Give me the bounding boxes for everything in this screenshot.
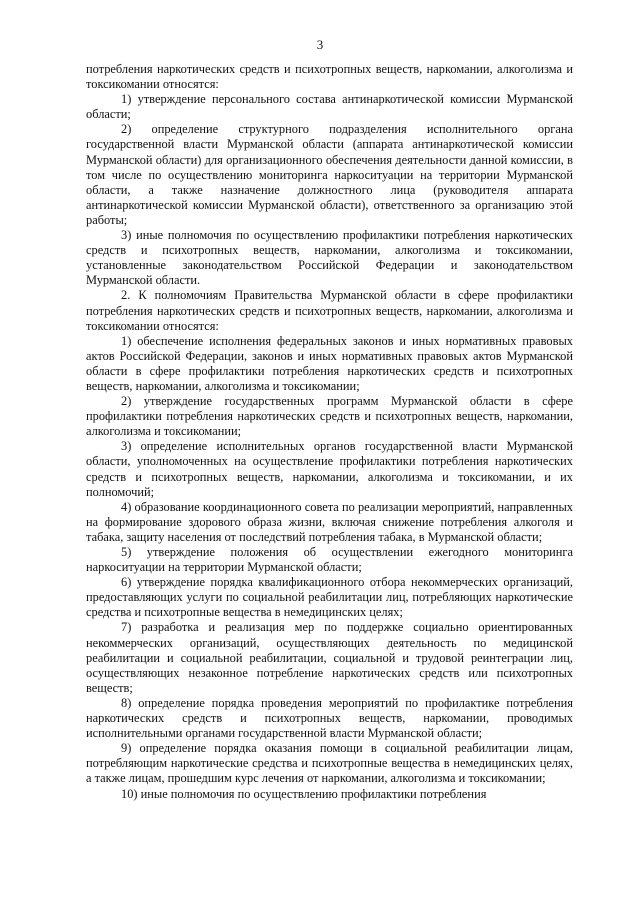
- paragraph: 2) утверждение государственных программ Мурманской области в сфере профилактики потребления наркотических средств и психотропных веществ, наркомании, алкоголизма и токсикомании;: [86, 394, 573, 439]
- paragraph: 10) иные полномочия по осуществлению профилактики потребления: [121, 786, 487, 801]
- paragraph: 7) разработка и реализация мер по поддержке социально ориентированных некоммерческих организаций, осуществляющих деятельность по медицинской реабилитации и социальной реабилитации, социальной и трудовой реинтеграции лиц, осуществляющих незаконное потребление наркотических средств или психотропных веществ;: [86, 620, 573, 695]
- paragraph: 6) утверждение порядка квалификационного отбора некоммерческих организаций, предоставляющих услуги по социальной реабилитации лиц, потребляющих наркотические средства и психотропные вещества в немедицинских целях;: [86, 575, 573, 620]
- paragraph: 5) утверждение положения об осуществлении ежегодного мониторинга наркоситуации на территории Мурманской области;: [86, 545, 573, 575]
- paragraph: 4) образование координационного совета по реализации мероприятий, направленных на формирование здорового образа жизни, включая снижение потребления алкоголя и табака, защиту населения от последствий потребления табака, в Мурманской области;: [86, 499, 573, 544]
- paragraph: 9) определение порядка оказания помощи в социальной реабилитации лицам, потребляющим наркотические средства и психотропные вещества в немедицинских целях, а также лицам, прошедшим курс лечения от наркомании, алкоголизма и токсикомании;: [86, 741, 573, 786]
- document-body: [86, 62, 573, 802]
- paragraph: 1) утверждение персонального состава антинаркотической комиссии Мурманской области;: [86, 92, 573, 122]
- paragraph: 2. К полномочиям Правительства Мурманской области в сфере профилактики потребления наркотических средств и психотропных веществ, наркомании, алкоголизма и токсикомании относятся:: [86, 288, 573, 333]
- paragraph: 1) обеспечение исполнения федеральных законов и иных нормативных правовых актов Российской Федерации, законов и иных нормативных правовых актов Мурманской области в сфере профилактики потребления наркотических средств и психотропных веществ, наркомании, алкоголизма и токсикомании;: [86, 333, 573, 393]
- paragraph: потребления наркотических средств и психотропных веществ, наркомании, алкоголизма и токсикомании относятся:: [86, 62, 573, 92]
- paragraph: 3) определение исполнительных органов государственной власти Мурманской области, уполномоченных на осуществление профилактики потребления наркотических средств и психотропных веществ, наркомании, алкоголизма и токсикомании, и их полномочий;: [86, 439, 573, 499]
- paragraph: 3) иные полномочия по осуществлению профилактики потребления наркотических средств и психотропных веществ, наркомании, алкоголизма и токсикомании, установленные законодательством Российской Федерации и законодательством Мурманской области.: [86, 228, 573, 288]
- paragraph: 8) определение порядка проведения мероприятий по профилактике потребления наркотических средств и психотропных веществ, наркомании, проводимых исполнительными органами государственной власти Мурманской области;: [86, 695, 573, 741]
- page-number: 3: [316, 37, 324, 52]
- paragraph: 2) определение структурного подразделения исполнительного органа государственной власти Мурманской области (аппарата антинаркотической комиссии Мурманской области) для организационного обеспечения деятельности данной комиссии, в том числе по осуществлению мониторинга наркоситуации на территории Мурманской области, а также назначение должностного лица (руководителя аппарата антинаркотической комиссии Мурманской области), ответственного за организацию этой работы;: [86, 122, 573, 227]
